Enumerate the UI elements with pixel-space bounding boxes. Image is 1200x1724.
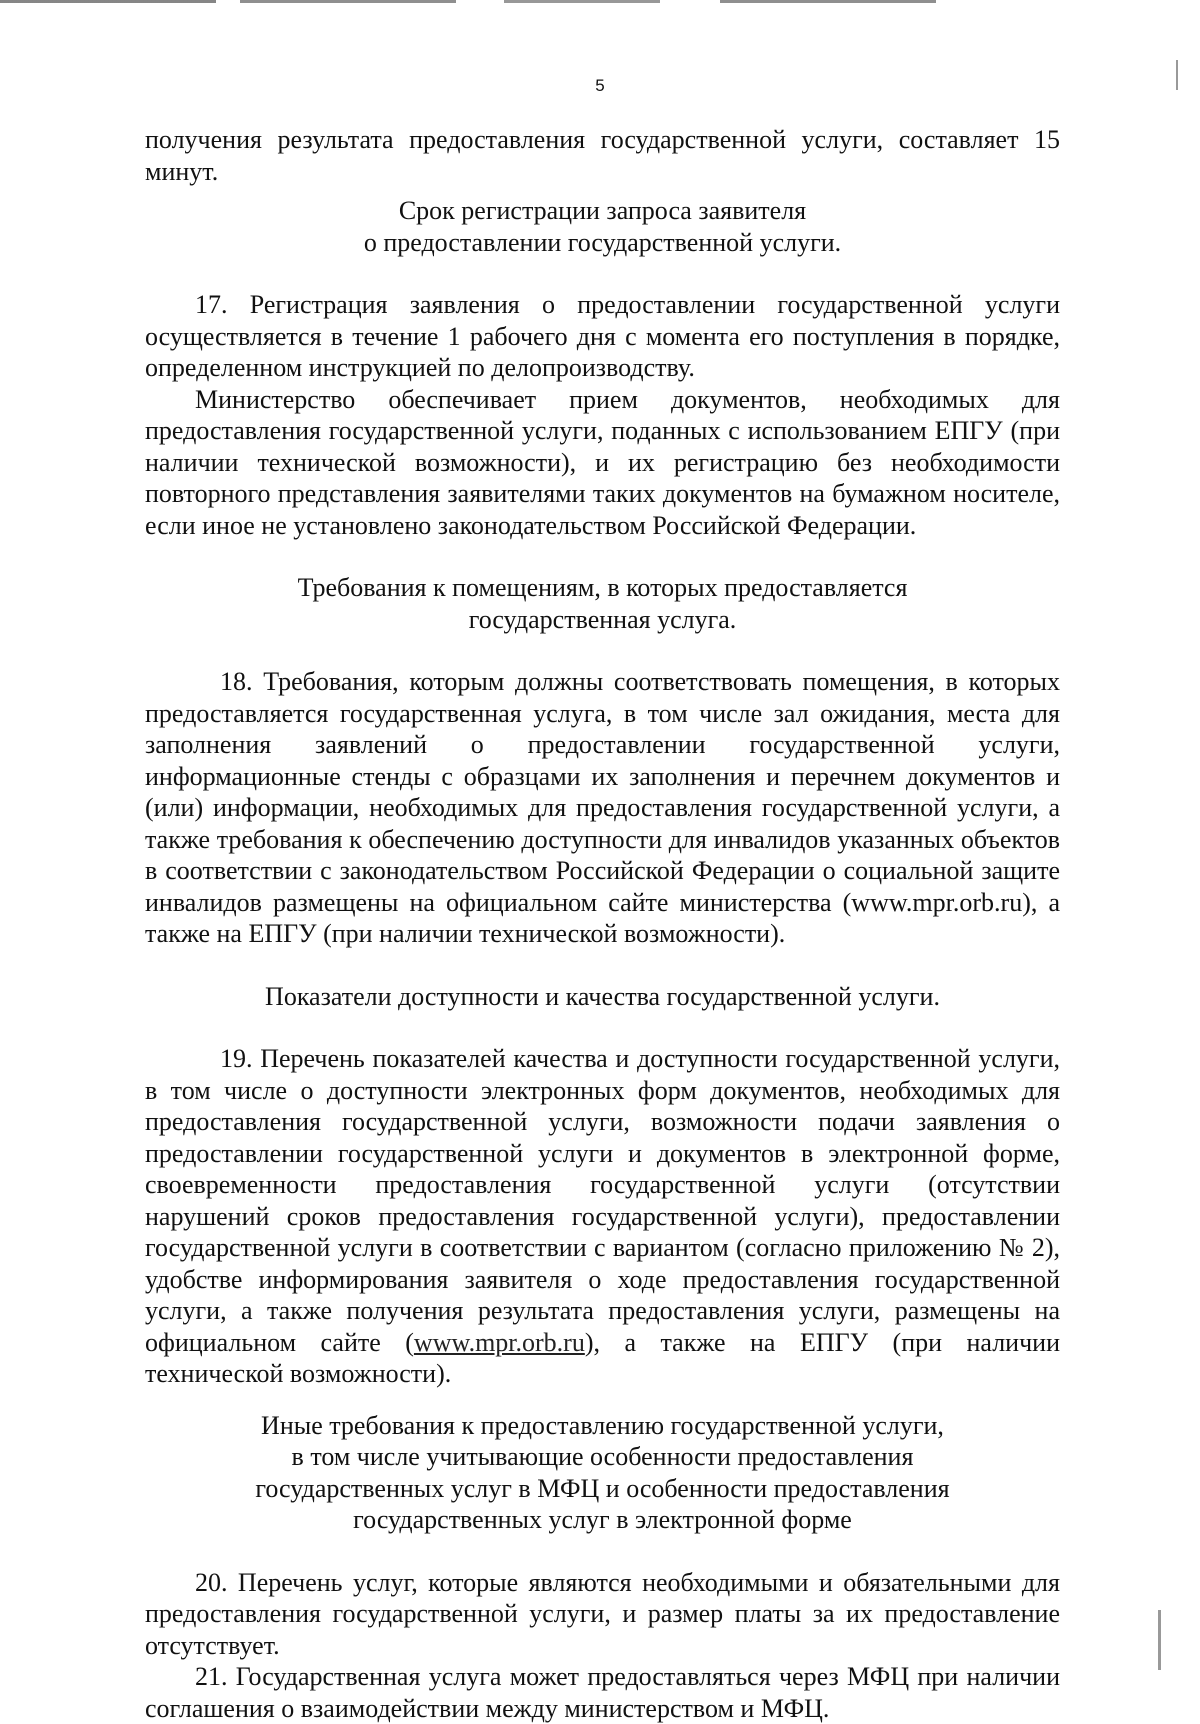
document-body	[145, 124, 1060, 1724]
paragraph-19	[145, 1043, 1060, 1390]
scan-edge	[0, 0, 1200, 3]
paragraph-17: 17. Регистрация заявления о предоставлении государственной услуги осуществляется в течение 1 рабочего дня с момента его поступления в порядке, определенном инструкцией по делопроизводству.	[145, 290, 1060, 382]
paragraph-18: 18. Требования, которым должны соответствовать помещения, в которых предоставляется государственная услуга, в том числе зал ожидания, места для заполнения заявлений о предоставлении государственной услуги, информационные стенды с образцами их заполнения и перечнем документов и (или) информации, необходимых для предоставления государственной услуги, а также требования к обеспечению доступности для инвалидов указанных объектов в соответствии с законодательством Российской Федерации о социальной защите инвалидов размещены на официальном сайте министерства (www.mpr.orb.ru), а также на ЕПГУ (при наличии технической возможности).	[145, 667, 1060, 948]
page-number: 5	[595, 76, 605, 95]
paragraph-20: 20. Перечень услуг, которые являются необходимыми и обязательными для предоставления государственной услуги, и размер платы за их предоставление отсутствует.	[145, 1567, 1060, 1660]
paragraph-continuation: получения результата предоставления государственной услуги, составляет 15 минут.	[145, 125, 1060, 186]
section-heading-registration-line-2: о предоставлении государственной услуги.	[363, 227, 842, 257]
section-heading-other-line-3: государственных услуг в МФЦ и особенности предоставления	[255, 1473, 950, 1503]
paragraph-19-tail: ), а также на ЕПГУ (при наличии технической возможности).	[145, 1327, 1060, 1388]
ministry-website-link[interactable]: www.mpr.orb.ru	[413, 1327, 585, 1357]
paragraph-21: 21. Государственная услуга может предоставляться через МФЦ при наличии соглашения о взаимодействии между министерством и МФЦ.	[145, 1662, 1060, 1723]
section-heading-indicators: Показатели доступности и качества государственной услуги.	[265, 981, 940, 1011]
section-heading-other-line-1: Иные требования к предоставлению государственной услуги,	[261, 1410, 944, 1440]
paragraph-19-text: 19. Перечень показателей качества и доступности государственной услуги, в том числе о доступности электронных форм документов, необходимых для предоставления государственной услуги, возможности подачи заявления о предоставлении государственной услуги и документов в электронной форме, своевременности предоставления государственной услуги (отсутствии нарушений сроков предоставления государственной услуги), предоставлении государственной услуги в соответствии с вариантом (согласно приложению № 2), удобстве информирования заявителя о ходе предоставления государственной услуги, а также получения результата предоставления услуги, размещены на официальном сайте (	[145, 1044, 1060, 1357]
section-heading-premises-line-1: Требования к помещениям, в которых предоставляется	[297, 573, 908, 602]
section-heading-other-line-4: государственных услуг в электронной форме	[353, 1505, 852, 1534]
section-heading-registration-line-1: Срок регистрации запроса заявителя	[398, 196, 807, 225]
paragraph-17-ministry: Министерство обеспечивает прием документов, необходимых для предоставления государственной услуги, поданных с использованием ЕПГУ (при наличии технической возможности), и их регистрацию без необходимости повторного представления заявителями таких документов на бумажном носителе, если иное не установлено законодательством Российской Федерации.	[145, 384, 1060, 540]
section-heading-premises-line-2: государственная услуга.	[468, 604, 737, 634]
section-heading-other-line-2: в том числе учитывающие особенности предоставления	[291, 1442, 914, 1471]
scan-artifact	[1158, 1610, 1161, 1670]
